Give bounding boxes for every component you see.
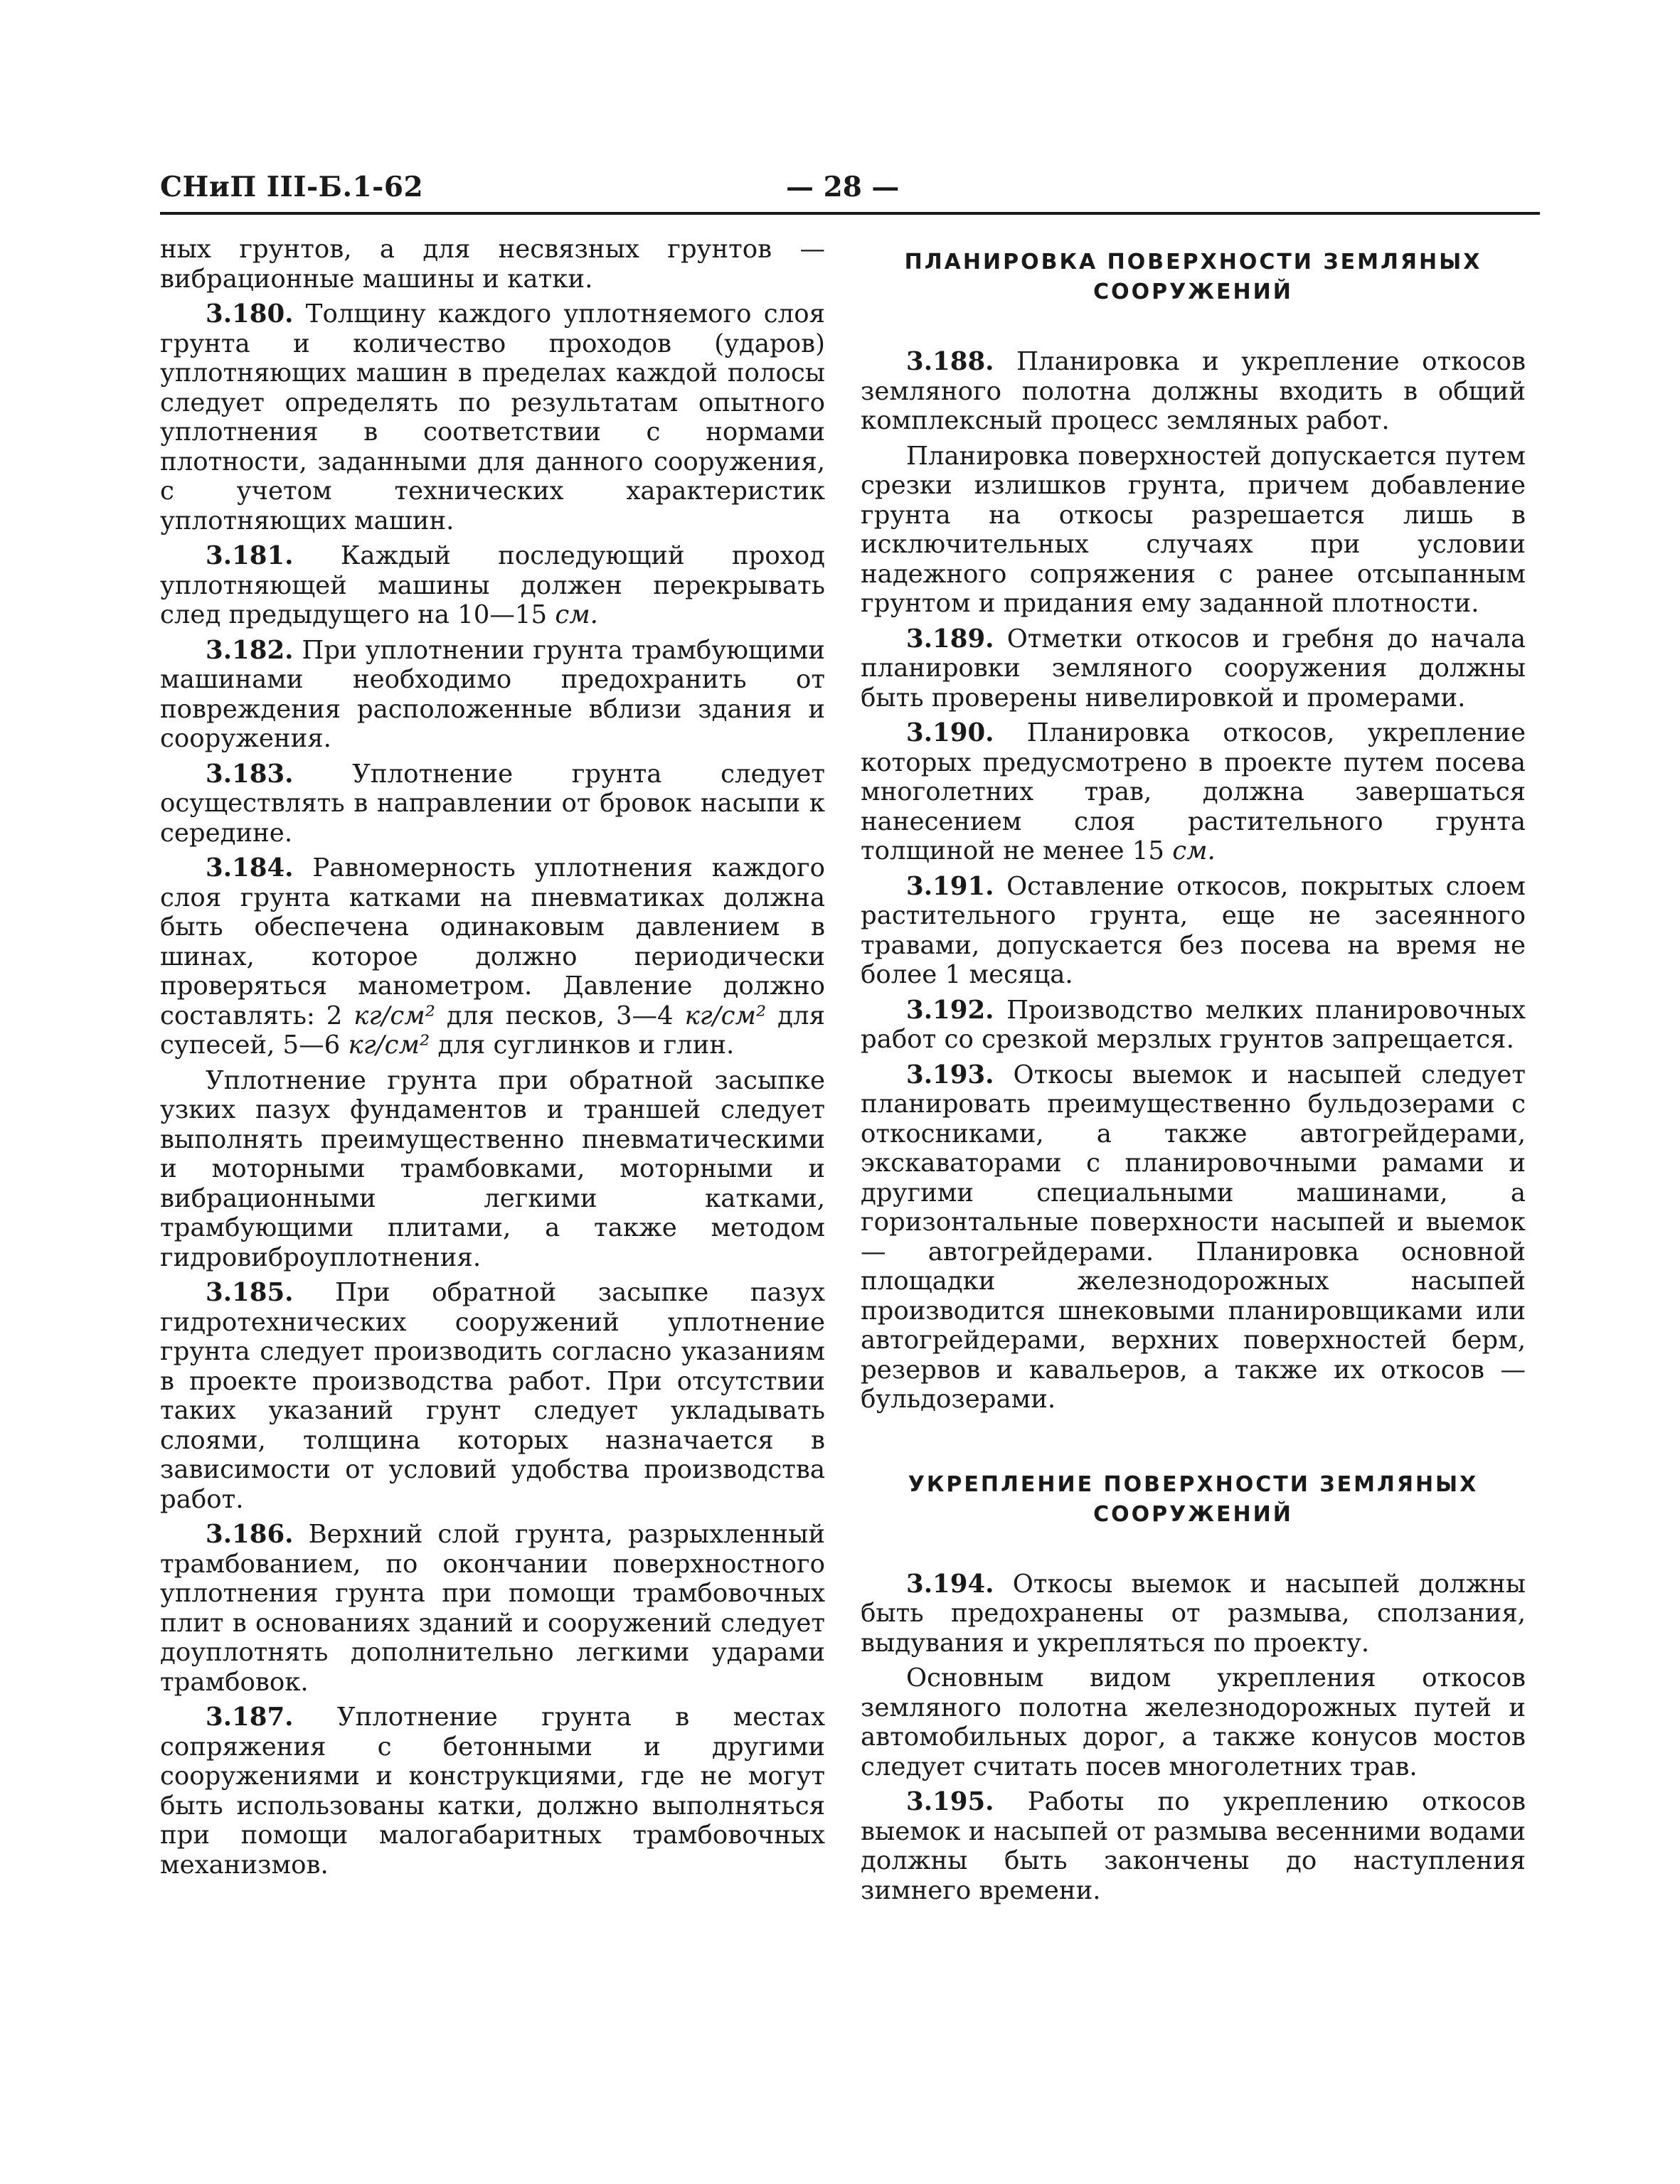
paragraph-3-181 [160,541,825,630]
clause-number: 3.188. [906,347,994,376]
unit: кг/см² [684,1001,767,1030]
paragraph-text: Основным видом укрепления откосов земляного полотна железнодорожных путей и автомобильных дорог, а также конусов мостов следует считать посев многолетних трав. [861,1663,1526,1781]
paragraph-text: Верхний слой грунта, разрыхленный трамбованием, по окончании поверхностного уплотнения грунта при помощи трамбовочных плит в основаниях зданий и сооружений следует доуплотнять дополнительно легкими ударами трамбовок. [160,1520,825,1697]
unit: кг/см² [353,1001,435,1030]
clause-number: 3.192. [906,995,994,1025]
document-code: СНиП III-Б.1-62 [160,171,424,203]
paragraph-3-186 [160,1520,825,1697]
section-heading-reinforcement: УКРЕПЛЕНИЕ ПОВЕРХНОСТИ ЗЕМЛЯНЫХ СООРУЖЕНИЙ [908,1471,1479,1527]
paragraph-text: для супесей, 5—6 [160,1001,825,1060]
clause-number: 3.184. [206,853,294,883]
paragraph-text: Отметки откосов и гребня до начала планировки земляного сооружения должны быть проверены нивелировкой и промерами. [861,624,1526,713]
clause-number: 3.180. [206,299,294,329]
paragraph-3-192 [861,996,1526,1055]
paragraph-3-193 [861,1060,1526,1415]
paragraph-3-185 [160,1278,825,1514]
unit: см. [555,600,598,629]
paragraph-text: ных грунтов, а для несвязных грунтов — вибрационные машины и катки. [160,235,825,294]
paragraph-3-184-continued [160,1066,825,1273]
clause-number: 3.189. [906,624,994,654]
paragraph-3-190 [861,718,1526,866]
paragraph-3-194-continued [861,1663,1526,1781]
paragraph-3-194 [861,1570,1526,1658]
paragraph-text: При обратной засыпке пазух гидротехнических сооружений уплотнение грунта следует производить согласно указаниям в проекте производства работ. При отсутствии таких указаний грунт следует укладывать слоями, толщина которых назначается в зависимости от условий удобства производства работ. [160,1278,825,1514]
clause-number: 3.190. [906,718,994,747]
unit: см. [1172,836,1216,865]
paragraph-text: Откосы выемок и насыпей следует планировать преимущественно бульдозерами с откосниками, а также автогрейдерами, экскаваторами с планировочными рамами и другими специальными машинами, а горизонтальные поверхности насыпей и выемок — автогрейдерами. Планировка основной площадки железнодорожных насыпей производится шнековыми планировщиками или автогрейдерами, верхних поверхностей берм, резервов и кавальеров, а также их откосов — бульдозерами. [861,1060,1526,1414]
paragraph-text: Работы по укреплению откосов выемок и насыпей от размыва весенними водами должны быть закончены до наступления зимнего времени. [861,1787,1526,1905]
paragraph-text: Производство мелких планировочных работ со срезкой мерзлых грунтов запрещается. [861,995,1526,1054]
page-header [160,171,1540,213]
paragraph-text: Уплотнение грунта при обратной засыпке узких пазух фундаментов и траншей следует выполнять преимущественно пневматическими и моторными трамбовками, моторными и вибрационными легкими катками, трамбующими плитами, а также методом гидровиброуплотнения. [160,1065,825,1272]
paragraph-continuation [160,235,825,294]
clause-number: 3.185. [206,1278,294,1307]
paragraph-text: Планировка поверхностей допускается путем срезки излишков грунта, причем добавление грунта на откосы разрешается лишь в исключительных случаях при условии надежного сопряжения с ранее отсыпанным грунтом и придания ему заданной плотности. [861,441,1526,618]
paragraph-3-183 [160,760,825,848]
clause-number: 3.187. [206,1703,294,1732]
left-column [160,235,825,1885]
paragraph-3-191 [861,872,1526,990]
header-rule [160,212,1540,215]
paragraph-text: Уплотнение грунта следует осуществлять в направлении от бровок насыпи к середине. [160,759,825,848]
paragraph-3-180 [160,299,825,536]
clause-number: 3.194. [906,1569,994,1599]
paragraph-3-189 [861,624,1526,713]
clause-number: 3.186. [206,1520,294,1549]
paragraph-text: Уплотнение грунта в местах сопряжения с бетонными и другими сооружениями и конструкциями, где не могут быть использованы катки, должно выполняться при помощи малогабаритных трамбовочных механизмов. [160,1703,825,1880]
paragraph-3-187 [160,1703,825,1880]
paragraph-3-195 [861,1787,1526,1905]
unit: кг/см² [348,1030,430,1060]
clause-number: 3.193. [906,1060,994,1090]
paragraph-text: При уплотнении грунта трамбующими машинами необходимо предохранить от повреждения расположенные вблизи здания и сооружения. [160,635,825,753]
clause-number: 3.182. [206,635,294,665]
page-number: — 28 — [786,171,900,203]
clause-number: 3.191. [906,871,994,901]
paragraph-text: Каждый последующий проход уплотняющей машины должен перекрывать след предыдущего на 10—15 [160,541,825,629]
paragraph-text: Планировка откосов, укрепление которых предусмотрено в проекте путем посева многолетних трав, должна завершаться нанесением слоя растительного грунта толщиной не менее 15 [861,718,1526,865]
paragraph-3-184 [160,853,825,1060]
clause-number: 3.183. [206,759,294,789]
section-heading-planning: ПЛАНИРОВКА ПОВЕРХНОСТИ ЗЕМЛЯНЫХ СООРУЖЕНИЙ [904,250,1482,304]
clause-number: 3.195. [906,1787,994,1816]
paragraph-text: Толщину каждого уплотняемого слоя грунта и количество проходов (ударов) уплотняющих машин в пределах каждой полосы следует определять по результатам опытного уплотнения в соответствии с нормами плотности, заданными для данного сооружения, с учетом технических характеристик уплотняющих машин. [160,299,825,536]
paragraph-text: Планировка и укрепление откосов земляного полотна должны входить в общий комплексный процесс земляных работ. [861,347,1526,435]
paragraph-text: Оставление откосов, покрытых слоем растительного грунта, еще не засеянного травами, допускается без посева на время не более 1 месяца. [861,871,1526,989]
paragraph-3-182 [160,636,825,754]
clause-number: 3.181. [206,541,294,570]
paragraph-text: для суглинков и глин. [430,1030,735,1060]
paragraph-3-188-continued [861,442,1526,619]
paragraph-3-188 [861,347,1526,436]
right-column [861,235,1526,1911]
paragraph-text: Откосы выемок и насыпей должны быть предохранены от размыва, сползания, выдувания и укрепляться по проекту. [861,1569,1526,1658]
paragraph-text: Равномерность уплотнения каждого слоя грунта катками на пневматиках должна быть обеспечена одинаковым давлением в шинах, которое должно периодически проверяться манометром. Давление должно составлять: 2 [160,853,825,1030]
paragraph-text: для песков, 3—4 [435,1001,685,1030]
